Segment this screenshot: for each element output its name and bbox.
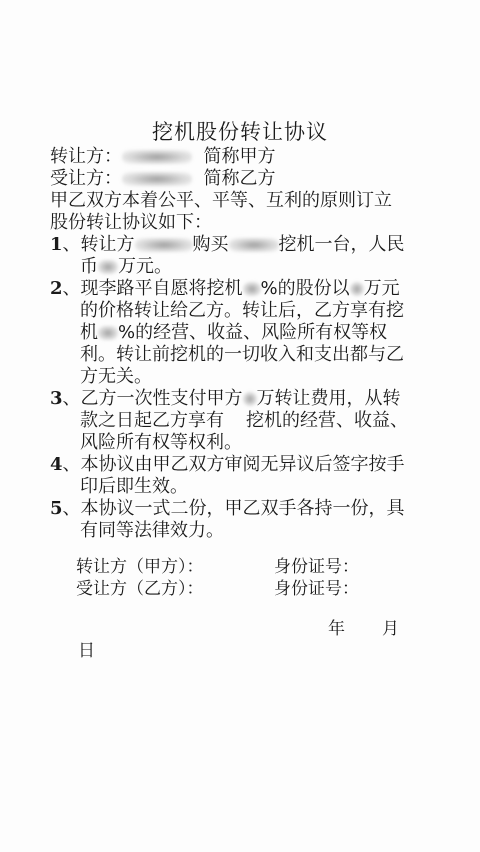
signature-transferor: 转让方（甲方）： [76,557,204,577]
clause-3-line-3: 风险所有权等权利。 [80,432,242,453]
clause-2-line-4: 利。转让前挖机的一切收入和支出都与乙 [80,344,404,365]
clause-3-line-1 [50,388,401,410]
transferor-alias: 简称甲方 [203,146,276,167]
date-day: 日 [78,641,95,661]
clause-text: %的股份以 [260,278,350,299]
clause-2-line-3 [80,322,387,344]
clause-text: 万元 [363,278,400,299]
clause-text: 、转让方 [62,234,135,255]
date-month: 月 [382,619,399,639]
clause-text: %的经营、收益、风险所有权等权 [118,322,388,343]
redacted-value [229,238,279,252]
clause-text: 机 [80,322,98,343]
clause-5-line-2: 有同等法律效力。 [80,520,224,541]
clause-number: 5 [50,498,63,519]
clause-text: 挖机一台，人民 [278,234,405,255]
transferee-alias: 简称乙方 [203,168,276,189]
intro-line-2: 股份转让协议如下： [50,212,212,233]
redacted-value [243,392,257,406]
clause-text: 币 [80,256,98,277]
clause-text: 购买 [192,234,229,255]
clause-2-line-1 [50,278,400,300]
transferor-label: 转让方： [50,146,122,167]
clause-1-line-2 [80,256,172,278]
signature-transferee: 受让方（乙方）： [76,579,204,599]
clause-number: 1 [50,234,63,255]
clause-4-line-1 [50,454,405,476]
redacted-name [122,150,192,164]
clause-text: 、本协议一式二份，甲乙双手各持一份，具 [62,498,405,519]
document-title: 挖机股份转让协议 [152,120,328,144]
redacted-name [135,238,193,252]
redacted-value [98,326,118,340]
clause-3-line-2 [80,410,408,432]
transferee-line [50,168,275,190]
clause-number: 2 [50,278,63,299]
redacted-value [350,282,364,296]
clause-text: 万元。 [118,256,172,277]
clause-text: 挖机的经营、收益、 [246,410,408,431]
clause-text: 、本协议由甲乙双方审阅无异议后签字按手 [62,454,405,475]
clause-number: 3 [50,388,63,409]
clause-text: 款之日起乙方享有 [80,410,224,431]
clause-2-line-5: 方无关。 [80,366,152,387]
redacted-value [243,282,261,296]
clause-5-line-1 [50,498,405,520]
redacted-name [122,172,192,186]
clause-text: 、现李路平自愿将挖机 [62,278,243,299]
redacted-value [98,260,118,274]
clause-text: 、乙方一次性支付甲方 [62,388,243,409]
clause-number: 4 [50,454,63,475]
intro-line-1: 甲乙双方本着公平、平等、互利的原则订立 [50,190,392,211]
clause-2-line-2: 的价格转让给乙方。转让后，乙方享有挖 [80,300,404,321]
clause-1-line-1 [50,234,405,256]
date-year: 年 [328,619,345,639]
clause-text: 万转让费用，从转 [256,388,401,409]
signature-transferee-id: 身份证号： [274,579,359,599]
signature-transferor-id: 身份证号： [274,557,359,577]
clause-4-line-2: 印后即生效。 [80,476,188,497]
transferee-label: 受让方： [50,168,122,189]
transferor-line [50,146,275,168]
